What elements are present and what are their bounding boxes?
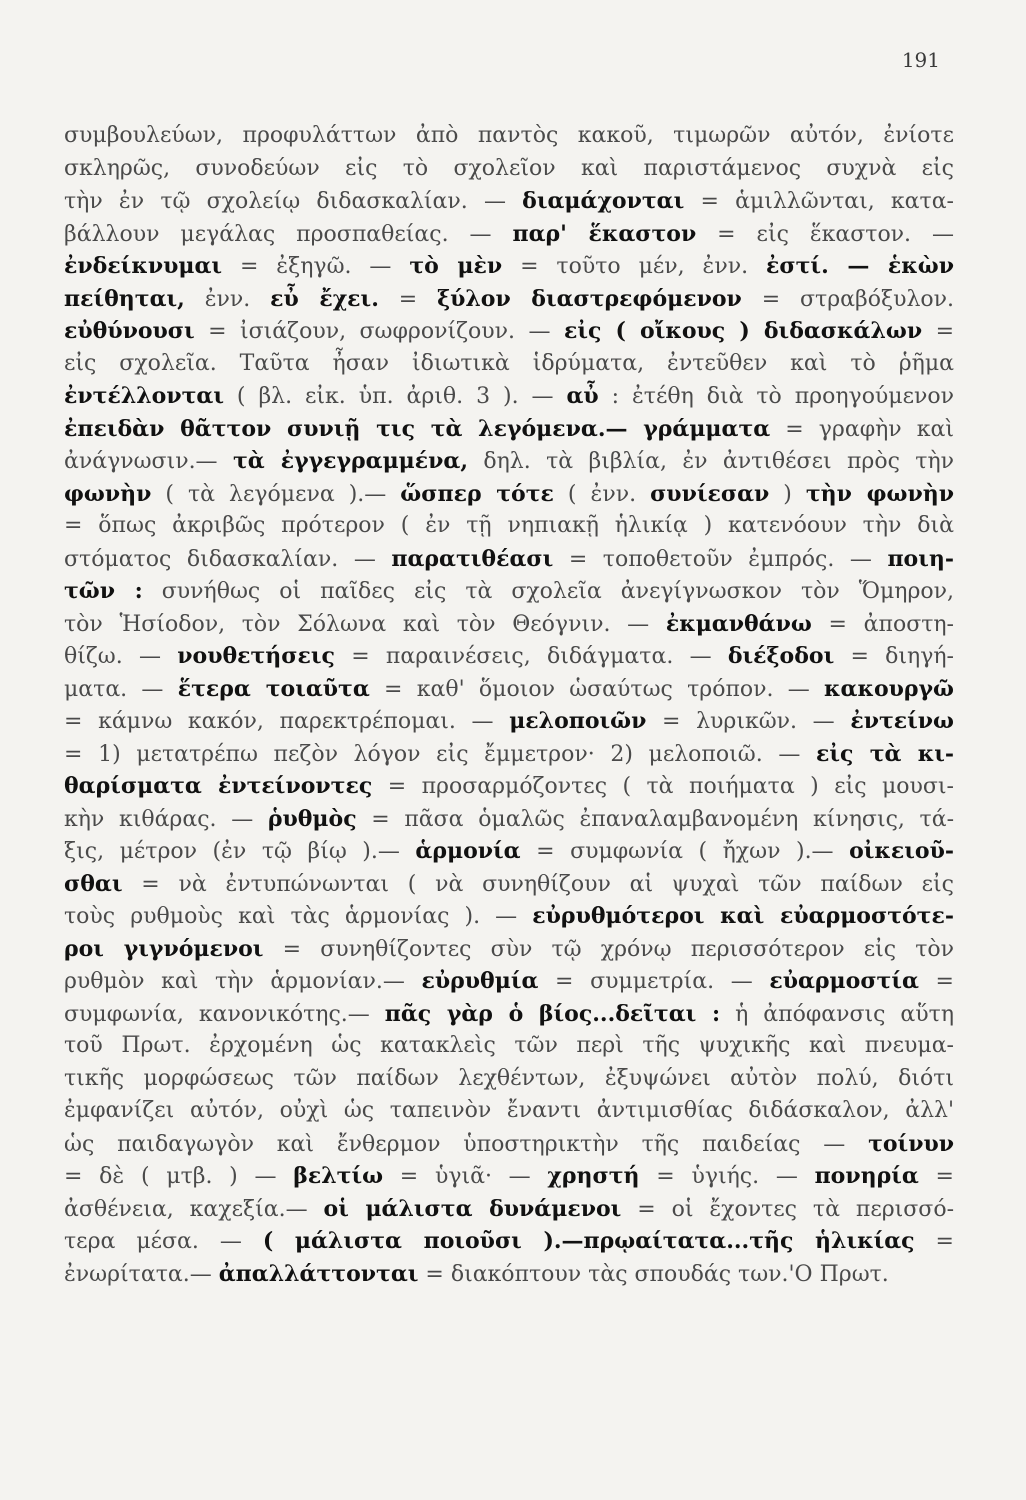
- text-line-content: [64, 185, 954, 219]
- text-line: [64, 673, 954, 706]
- gloss-text: = 1) μετατρέπω πεζὸν λόγον εἰς ἔμμετρον· 2) μελοποιῶ. —: [64, 741, 816, 767]
- gloss-text: = δὲ ( μτβ. ) —: [64, 1164, 294, 1189]
- lemma-term: χρηστή: [547, 1163, 640, 1189]
- gloss-text: ( τὰ λεγόμενα ).—: [151, 481, 401, 507]
- lemma-term: εὖ ἔχει.: [270, 285, 379, 312]
- text-line-content: [64, 673, 954, 707]
- gloss-text: = ἁμιλλῶνται, κατα-: [684, 189, 954, 214]
- lemma-term: πᾶς γὰρ ὁ βίος...δεῖται :: [384, 1000, 721, 1027]
- text-line-content: [64, 1225, 954, 1259]
- lemma-term: βελτίω: [293, 1163, 384, 1189]
- gloss-text: τοῦ Πρωτ. ἐρχομένη ὡς κατακλεὶς τῶν περὶ τῆς ψυχικῆς καὶ πνευμα-: [64, 1033, 954, 1058]
- gloss-text: =: [918, 969, 954, 994]
- text-line: [64, 543, 954, 576]
- lemma-term: τὰ ἐγγεγραμμένα,: [232, 448, 469, 474]
- gloss-text: ξις, μέτρον (ἐν τῷ βίῳ ).—: [64, 839, 416, 864]
- text-line: [64, 1160, 954, 1193]
- text-line: [64, 900, 954, 933]
- text-line-content: [64, 1128, 954, 1162]
- text-line: [64, 1063, 954, 1096]
- gloss-text: = παραινέσεις, διδάγματα. —: [334, 644, 728, 669]
- text-line: [64, 738, 954, 771]
- gloss-text: = νὰ ἐντυπώνωνται ( νὰ συνηθίζουν αἱ ψυχαὶ τῶν παίδων εἰς: [122, 871, 954, 897]
- gloss-text: ( ἐνν.: [553, 481, 651, 507]
- text-line-content: [64, 413, 954, 447]
- gloss-text: = γραφὴν καὶ: [770, 416, 954, 442]
- lemma-term: σθαι: [64, 870, 123, 897]
- gloss-text: ἡ ἀπόφανσις αὕτη: [720, 1001, 954, 1027]
- gloss-text: = προσαρμόζοντες ( τὰ ποιήματα ) εἰς μουσι-: [372, 774, 954, 799]
- gloss-text: : ἐτέθη διὰ τὸ προηγούμενον: [598, 384, 954, 409]
- lemma-term: ἀπαλλάττονται: [218, 1260, 419, 1287]
- lemma-term: ἕτερα τοιαῦτα: [177, 675, 370, 702]
- lemma-term: ξύλον διαστρεφόμενον: [437, 285, 742, 312]
- text-line-content: [64, 640, 954, 674]
- text-line-content: [64, 250, 954, 284]
- text-line-content: [64, 933, 954, 967]
- text-line-content: [64, 1063, 954, 1096]
- text-line: [64, 803, 954, 836]
- text-line-content: [64, 283, 954, 317]
- gloss-text: ): [769, 481, 806, 507]
- gloss-text: ματα. —: [64, 676, 178, 702]
- gloss-text: = λυρικῶν. —: [646, 709, 851, 734]
- gloss-text: τὴν ἐν τῷ σχολείῳ διδασκαλίαν. —: [64, 189, 523, 214]
- text-line: [64, 1225, 954, 1258]
- text-line-content: [64, 608, 954, 642]
- gloss-text: τικῆς μορφώσεως τῶν παίδων λεχθέντων, ἐξυψώνει αὐτὸν πολύ, διότι: [64, 1065, 954, 1091]
- gloss-text: = οἱ ἔχοντες τὰ περισσό-: [621, 1196, 955, 1222]
- text-line: [64, 185, 954, 218]
- text-line-content: [64, 1193, 954, 1227]
- gloss-text: βάλλουν μεγάλας προσπαθείας. —: [64, 221, 513, 247]
- gloss-text: = καθ' ὅμοιον ὡσαύτως τρόπον. —: [369, 676, 825, 702]
- text-line: [64, 1095, 954, 1128]
- lemma-term: ροι γιγνόμενοι: [64, 935, 264, 962]
- text-line-content: [64, 1095, 954, 1128]
- text-line-content: [64, 705, 954, 739]
- lemma-term: ἐστί. — ἑκὼν: [766, 253, 954, 279]
- text-line: [64, 1030, 954, 1063]
- text-line: [64, 608, 954, 641]
- gloss-text: θίζω. —: [64, 644, 178, 669]
- lemma-term: εὐθύνουσι: [64, 318, 195, 344]
- gloss-text: τοὺς ρυθμοὺς καὶ τὰς ἁρμονίας ). —: [64, 904, 533, 929]
- lemma-term: ποιη-: [887, 545, 954, 572]
- text-line-content: [64, 543, 954, 577]
- gloss-text: τὸν Ἡσίοδον, τὸν Σόλωνα καὶ τὸν Θεόγνιν. —: [64, 611, 666, 637]
- gloss-text: =: [378, 286, 438, 312]
- lemma-term: ὥσπερ τότε: [400, 480, 554, 507]
- gloss-text: = στραβόξυλον.: [741, 286, 954, 312]
- gloss-text: ἐνν.: [184, 286, 271, 312]
- text-line: [64, 640, 954, 673]
- text-line-content: [64, 153, 954, 186]
- lemma-term: τὴν φωνὴν: [805, 480, 954, 507]
- text-line-content: [64, 965, 954, 999]
- lemma-term: οἰκειοῦ-: [849, 838, 954, 864]
- gloss-text: ἀνάγνωσιν.—: [64, 449, 233, 474]
- lemma-term: θαρίσματα ἐντείνοντες: [64, 773, 373, 799]
- text-line-content: [64, 218, 954, 252]
- gloss-text: συνήθως οἱ παῖδες εἰς τὰ σχολεῖα ἀνεγίγνωσκον τὸν Ὅμηρον,: [142, 579, 954, 604]
- text-line-content: [64, 900, 954, 934]
- gloss-text: = κάμνω κακόν, παρεκτρέπομαι. —: [64, 709, 510, 734]
- text-line-content: [64, 803, 954, 837]
- lemma-term: τῶν :: [64, 578, 143, 604]
- text-line: [64, 510, 954, 543]
- gloss-text: = συνηθίζοντες σὺν τῷ χρόνῳ περισσότερον εἰς τὸν: [263, 936, 954, 962]
- gloss-text: στόματος διδασκαλίαν. —: [64, 546, 392, 572]
- lemma-term: ( μάλιστα ποιοῦσι ).—πρῳαίτατα...τῆς ἡλικίας: [262, 1228, 915, 1254]
- lemma-term: εὐαρμοστία: [769, 968, 919, 994]
- gloss-text: = διακόπτουν τὰς σπουδάς των.'Ο Πρωτ.: [418, 1261, 889, 1287]
- text-line: [64, 218, 954, 251]
- gloss-text: = συμφωνία ( ἤχων ).—: [520, 839, 850, 864]
- gloss-text: =: [922, 319, 955, 344]
- lemma-term: συνίεσαν: [650, 480, 770, 507]
- text-line-content: [64, 478, 954, 512]
- gloss-text: ρυθμὸν καὶ τὴν ἁρμονίαν.—: [64, 969, 422, 994]
- text-line: [64, 998, 954, 1031]
- lemma-term: εἰς ( οἴκους ) διδασκάλων: [563, 318, 923, 344]
- gloss-text: συμφωνία, κανονικότης.—: [64, 1001, 385, 1027]
- text-line: [64, 1128, 954, 1161]
- lemma-term: ἁρμονία: [415, 838, 521, 864]
- text-line: [64, 933, 954, 966]
- text-line: [64, 283, 954, 316]
- text-line-content: [64, 1258, 889, 1292]
- text-line-content: [64, 380, 954, 414]
- lemma-term: εὐρυθμότεροι καὶ εὐαρμοστότε-: [532, 903, 954, 929]
- lemma-term: ἐντείνω: [850, 708, 955, 734]
- gloss-text: = πᾶσα ὁμαλῶς ἐπαναλαμβανομένη κίνησις, τά-: [356, 806, 954, 832]
- gloss-text: = ὑγιής. —: [639, 1164, 815, 1189]
- lemma-term: πείθηται,: [64, 285, 185, 312]
- text-line-content: [64, 770, 954, 804]
- lemma-term: τὸ μὲν: [409, 253, 503, 279]
- lemma-term: πονηρία: [814, 1163, 919, 1189]
- lemma-term: ἐπειδὰν θᾶττον συνιῇ τις τὰ λεγόμενα.— γράμματα: [64, 415, 771, 442]
- text-line: [64, 478, 954, 511]
- text-line: [64, 250, 954, 283]
- text-line: [64, 120, 954, 153]
- text-line-content: [64, 120, 954, 153]
- lemma-term: ἐντέλλονται: [64, 383, 224, 409]
- gloss-text: = τοποθετοῦν ἐμπρός. —: [553, 546, 888, 572]
- text-line: [64, 348, 954, 381]
- gloss-text: = τοῦτο μέν, ἐνν.: [502, 254, 767, 279]
- text-line: [64, 380, 954, 413]
- gloss-text: = ἐξηγῶ. —: [222, 254, 410, 279]
- text-line-content: [64, 1030, 954, 1063]
- text-line: [64, 315, 954, 348]
- gloss-text: ( βλ. εἰκ. ὑπ. ἀριθ. 3 ). —: [223, 384, 567, 409]
- text-line-content: [64, 835, 954, 869]
- gloss-text: σκληρῶς, συνοδεύων εἰς τὸ σχολεῖον καὶ παριστάμενος συχνὰ εἰς: [64, 155, 954, 181]
- lemma-term: τοίνυν: [868, 1130, 954, 1157]
- text-line: [64, 1258, 954, 1291]
- gloss-text: = ἰσιάζουν, σωφρονίζουν. —: [194, 319, 564, 344]
- text-line-content: [64, 575, 954, 609]
- gloss-text: ὡς παιδαγωγὸν καὶ ἔνθερμον ὑποστηρικτὴν τῆς παιδείας —: [64, 1131, 869, 1157]
- lemma-term: εὐρυθμία: [421, 968, 539, 994]
- gloss-text: = ἀποστη-: [811, 611, 954, 637]
- lemma-term: παρ' ἕκαστον: [512, 220, 697, 247]
- gloss-text: συμβουλεύων, προφυλάττων ἀπὸ παντὸς κακοῦ, τιμωρῶν αὐτόν, ἐνίοτε: [64, 123, 954, 148]
- text-line-content: [64, 445, 954, 479]
- gloss-text: = ὅπως ἀκριβῶς πρότερον ( ἐν τῇ νηπιακῇ ἡλικίᾳ ) κατενόουν τὴν διὰ: [64, 513, 954, 538]
- text-line-content: [64, 348, 954, 381]
- lemma-term: φωνὴν: [64, 480, 152, 507]
- lemma-term: αὖ: [566, 383, 599, 409]
- lemma-term: ῥυθμὸς: [267, 805, 357, 832]
- gloss-text: = εἰς ἕκαστον. —: [696, 221, 954, 247]
- text-line-content: [64, 868, 954, 902]
- text-line: [64, 705, 954, 738]
- text-line: [64, 575, 954, 608]
- text-line: [64, 445, 954, 478]
- text-line-content: [64, 998, 954, 1032]
- commentary-text: [64, 120, 954, 1290]
- lemma-term: παρατιθέασι: [391, 545, 554, 572]
- gloss-text: = ὑγιᾶ· —: [383, 1164, 548, 1189]
- text-line-content: [64, 510, 954, 543]
- gloss-text: =: [918, 1164, 954, 1189]
- text-line-content: [64, 738, 954, 772]
- text-line: [64, 413, 954, 446]
- lemma-term: νουθετήσεις: [177, 643, 335, 669]
- gloss-text: ἀσθένεια, καχεξία.—: [64, 1196, 324, 1222]
- page-number: 191: [901, 48, 940, 72]
- gloss-text: = συμμετρία. —: [538, 969, 770, 994]
- gloss-text: = διηγή-: [834, 644, 954, 669]
- text-line: [64, 868, 954, 901]
- lemma-term: οἱ μάλιστα δυνάμενοι: [323, 1195, 622, 1222]
- text-line: [64, 770, 954, 803]
- gloss-text: =: [914, 1229, 954, 1254]
- gloss-text: εἰς σχολεῖα. Ταῦτα ἦσαν ἰδιωτικὰ ἱδρύματα, ἐντεῦθεν καὶ τὸ ῥῆμα: [64, 350, 954, 376]
- lemma-term: μελοποιῶν: [509, 708, 647, 734]
- lemma-term: διέξοδοι: [727, 643, 835, 669]
- text-line: [64, 835, 954, 868]
- text-line: [64, 153, 954, 186]
- lemma-term: διαμάχονται: [522, 188, 685, 214]
- text-line-content: [64, 1160, 954, 1194]
- text-line: [64, 1193, 954, 1226]
- gloss-text: ἐνωρίτατα.—: [64, 1261, 219, 1287]
- lemma-term: ἐκμανθάνω: [665, 610, 812, 637]
- gloss-text: ἐμφανίζει αὐτόν, οὐχὶ ὡς ταπεινὸν ἔναντι ἀντιμισθίας διδάσκαλον, ἀλλ': [64, 1098, 954, 1123]
- gloss-text: δηλ. τὰ βιβλία, ἐν ἀντιθέσει πρὸς τὴν: [468, 449, 955, 474]
- lemma-term: εἰς τὰ κι-: [815, 740, 955, 767]
- gloss-text: τερα μέσα. —: [64, 1229, 263, 1254]
- text-line: [64, 965, 954, 998]
- text-line-content: [64, 315, 954, 349]
- lemma-term: κακουργῶ: [824, 675, 954, 702]
- gloss-text: κὴν κιθάρας. —: [64, 806, 268, 832]
- lemma-term: ἐνδείκνυμαι: [64, 253, 223, 279]
